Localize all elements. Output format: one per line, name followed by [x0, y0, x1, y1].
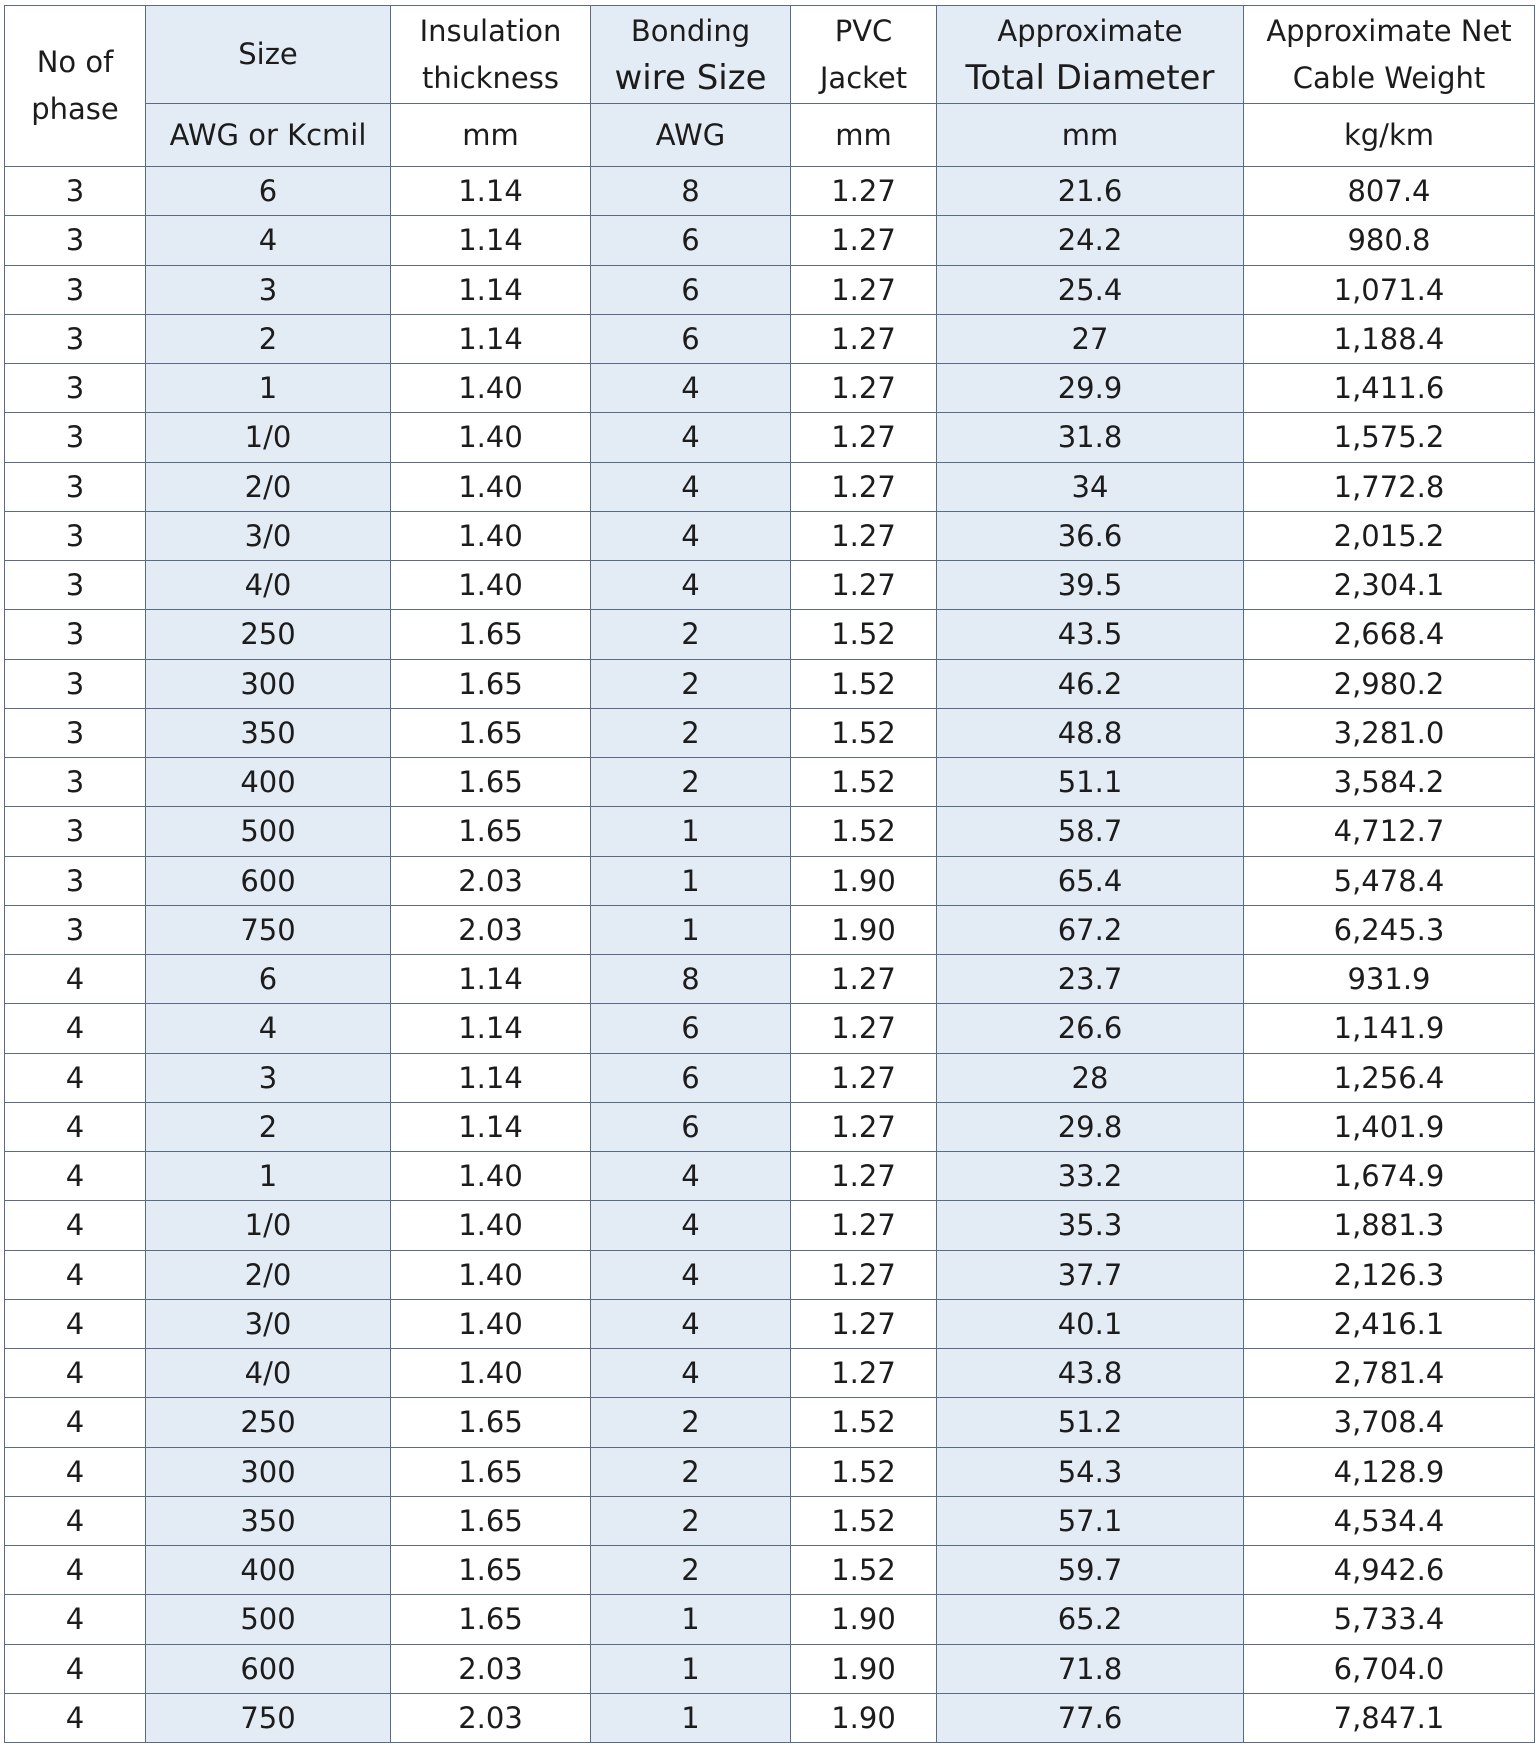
cell-phase: 4 — [5, 1398, 146, 1447]
cell-size: 1/0 — [146, 1201, 391, 1250]
cell-insulation: 1.65 — [391, 1398, 591, 1447]
cell-phase: 3 — [5, 610, 146, 659]
cell-bonding: 1 — [591, 1644, 791, 1693]
table-row — [5, 364, 1535, 413]
cell-insulation: 1.14 — [391, 1053, 591, 1102]
cell-phase: 4 — [5, 1595, 146, 1644]
cell-bonding: 4 — [591, 561, 791, 610]
header-size — [146, 6, 391, 104]
cell-weight: 1,141.9 — [1244, 1004, 1535, 1053]
unit-size: AWG or Kcmil — [146, 104, 391, 167]
cell-insulation: 1.14 — [391, 314, 591, 363]
cell-bonding: 6 — [591, 216, 791, 265]
cell-bonding: 6 — [591, 265, 791, 314]
cell-insulation: 1.65 — [391, 659, 591, 708]
cell-weight: 5,478.4 — [1244, 856, 1535, 905]
cell-phase: 3 — [5, 758, 146, 807]
cell-insulation: 1.14 — [391, 1102, 591, 1151]
cell-bonding: 2 — [591, 708, 791, 757]
cell-phase: 4 — [5, 1644, 146, 1693]
cell-bonding: 2 — [591, 610, 791, 659]
header-diameter-line2: Total Diameter — [965, 57, 1215, 98]
cell-phase: 3 — [5, 364, 146, 413]
header-phase — [5, 6, 146, 167]
cell-size: 500 — [146, 807, 391, 856]
cell-diameter: 48.8 — [937, 708, 1244, 757]
header-row-titles — [5, 6, 1535, 104]
cell-bonding: 1 — [591, 905, 791, 954]
table-row — [5, 265, 1535, 314]
cell-weight: 2,668.4 — [1244, 610, 1535, 659]
cell-phase: 3 — [5, 216, 146, 265]
cell-diameter: 37.7 — [937, 1250, 1244, 1299]
cell-size: 500 — [146, 1595, 391, 1644]
cell-size: 750 — [146, 905, 391, 954]
cell-insulation: 1.14 — [391, 1004, 591, 1053]
cell-diameter: 29.9 — [937, 364, 1244, 413]
cell-pvc: 1.27 — [791, 314, 937, 363]
cell-bonding: 2 — [591, 1447, 791, 1496]
cell-size: 4/0 — [146, 1349, 391, 1398]
cell-diameter: 28 — [937, 1053, 1244, 1102]
cell-phase: 4 — [5, 1546, 146, 1595]
cell-bonding: 2 — [591, 659, 791, 708]
cell-bonding: 1 — [591, 1693, 791, 1742]
table-row — [5, 167, 1535, 216]
cell-insulation: 1.40 — [391, 1250, 591, 1299]
cell-diameter: 67.2 — [937, 905, 1244, 954]
table-row — [5, 1349, 1535, 1398]
cell-pvc: 1.52 — [791, 1496, 937, 1545]
cell-diameter: 25.4 — [937, 265, 1244, 314]
table-row — [5, 511, 1535, 560]
cell-weight: 2,304.1 — [1244, 561, 1535, 610]
cell-weight: 2,980.2 — [1244, 659, 1535, 708]
cell-pvc: 1.27 — [791, 216, 937, 265]
cell-size: 6 — [146, 955, 391, 1004]
cell-weight: 807.4 — [1244, 167, 1535, 216]
cell-bonding: 1 — [591, 807, 791, 856]
header-weight-line1: Approximate Net — [1266, 13, 1512, 48]
cell-phase: 4 — [5, 955, 146, 1004]
cell-weight: 1,881.3 — [1244, 1201, 1535, 1250]
table-body — [5, 167, 1535, 1743]
table-row — [5, 1644, 1535, 1693]
cell-bonding: 4 — [591, 364, 791, 413]
cell-bonding: 4 — [591, 511, 791, 560]
cell-insulation: 1.65 — [391, 1447, 591, 1496]
cell-phase: 3 — [5, 905, 146, 954]
header-phase-line2: phase — [31, 92, 119, 126]
header-phase-line1: No of — [36, 45, 114, 79]
cell-diameter: 24.2 — [937, 216, 1244, 265]
cell-weight: 931.9 — [1244, 955, 1535, 1004]
unit-pvc: mm — [791, 104, 937, 167]
cell-bonding: 6 — [591, 314, 791, 363]
cell-bonding: 8 — [591, 167, 791, 216]
cell-diameter: 21.6 — [937, 167, 1244, 216]
header-bonding — [591, 6, 791, 104]
cell-diameter: 36.6 — [937, 511, 1244, 560]
header-weight — [1244, 6, 1535, 104]
cell-phase: 4 — [5, 1250, 146, 1299]
cell-diameter: 43.5 — [937, 610, 1244, 659]
cell-weight: 4,534.4 — [1244, 1496, 1535, 1545]
cell-pvc: 1.52 — [791, 807, 937, 856]
cell-insulation: 1.65 — [391, 758, 591, 807]
cell-size: 600 — [146, 856, 391, 905]
cell-phase: 4 — [5, 1299, 146, 1348]
cell-bonding: 6 — [591, 1102, 791, 1151]
cell-diameter: 27 — [937, 314, 1244, 363]
table-row — [5, 314, 1535, 363]
cell-insulation: 1.40 — [391, 511, 591, 560]
cell-size: 250 — [146, 610, 391, 659]
cell-insulation: 1.40 — [391, 462, 591, 511]
cell-phase: 4 — [5, 1004, 146, 1053]
cell-insulation: 2.03 — [391, 856, 591, 905]
cell-insulation: 2.03 — [391, 1693, 591, 1742]
cell-pvc: 1.52 — [791, 1546, 937, 1595]
cell-weight: 1,772.8 — [1244, 462, 1535, 511]
cell-phase: 4 — [5, 1349, 146, 1398]
cell-insulation: 1.65 — [391, 1546, 591, 1595]
cell-size: 2/0 — [146, 1250, 391, 1299]
cell-weight: 2,781.4 — [1244, 1349, 1535, 1398]
table-row — [5, 1299, 1535, 1348]
cell-pvc: 1.90 — [791, 1644, 937, 1693]
cell-diameter: 35.3 — [937, 1201, 1244, 1250]
cell-insulation: 1.40 — [391, 1152, 591, 1201]
cell-size: 250 — [146, 1398, 391, 1447]
cell-size: 2 — [146, 1102, 391, 1151]
cell-size: 2/0 — [146, 462, 391, 511]
cell-insulation: 1.40 — [391, 413, 591, 462]
cell-bonding: 8 — [591, 955, 791, 1004]
cell-bonding: 4 — [591, 462, 791, 511]
header-bonding-line1: Bonding — [630, 13, 751, 48]
table-row — [5, 1053, 1535, 1102]
header-diameter-line1: Approximate — [997, 13, 1183, 48]
cell-weight: 7,847.1 — [1244, 1693, 1535, 1742]
cell-pvc: 1.90 — [791, 856, 937, 905]
cell-size: 300 — [146, 1447, 391, 1496]
cell-weight: 1,674.9 — [1244, 1152, 1535, 1201]
cell-size: 3/0 — [146, 1299, 391, 1348]
cell-phase: 4 — [5, 1693, 146, 1742]
unit-diameter: mm — [937, 104, 1244, 167]
cell-bonding: 4 — [591, 413, 791, 462]
cell-bonding: 2 — [591, 1546, 791, 1595]
table-row — [5, 955, 1535, 1004]
cell-weight: 1,411.6 — [1244, 364, 1535, 413]
table-row — [5, 905, 1535, 954]
cell-phase: 3 — [5, 462, 146, 511]
cell-pvc: 1.27 — [791, 955, 937, 1004]
table-row — [5, 1152, 1535, 1201]
cell-bonding: 4 — [591, 1250, 791, 1299]
cell-bonding: 6 — [591, 1053, 791, 1102]
cell-insulation: 1.14 — [391, 955, 591, 1004]
cell-size: 350 — [146, 708, 391, 757]
table-row — [5, 1102, 1535, 1151]
cell-weight: 5,733.4 — [1244, 1595, 1535, 1644]
cell-insulation: 1.14 — [391, 216, 591, 265]
table-row — [5, 561, 1535, 610]
table-row — [5, 807, 1535, 856]
cell-size: 1 — [146, 1152, 391, 1201]
cell-pvc: 1.52 — [791, 708, 937, 757]
cell-weight: 4,712.7 — [1244, 807, 1535, 856]
cell-bonding: 1 — [591, 1595, 791, 1644]
unit-insulation: mm — [391, 104, 591, 167]
cell-bonding: 4 — [591, 1152, 791, 1201]
cell-pvc: 1.27 — [791, 1349, 937, 1398]
cell-size: 3 — [146, 1053, 391, 1102]
cell-bonding: 2 — [591, 758, 791, 807]
cell-weight: 3,584.2 — [1244, 758, 1535, 807]
cell-insulation: 1.14 — [391, 167, 591, 216]
cell-phase: 4 — [5, 1201, 146, 1250]
cell-diameter: 29.8 — [937, 1102, 1244, 1151]
cell-bonding: 4 — [591, 1299, 791, 1348]
cell-bonding: 4 — [591, 1201, 791, 1250]
cell-diameter: 59.7 — [937, 1546, 1244, 1595]
cell-insulation: 1.40 — [391, 1349, 591, 1398]
table-row — [5, 856, 1535, 905]
cell-weight: 4,128.9 — [1244, 1447, 1535, 1496]
table-row — [5, 462, 1535, 511]
cell-pvc: 1.90 — [791, 1693, 937, 1742]
header-pvc — [791, 6, 937, 104]
cell-diameter: 65.2 — [937, 1595, 1244, 1644]
cell-phase: 3 — [5, 708, 146, 757]
cell-diameter: 23.7 — [937, 955, 1244, 1004]
cell-insulation: 1.65 — [391, 1496, 591, 1545]
cable-spec-table — [4, 5, 1535, 1743]
cell-insulation: 1.40 — [391, 364, 591, 413]
table-row — [5, 1546, 1535, 1595]
cell-pvc: 1.52 — [791, 610, 937, 659]
cell-pvc: 1.90 — [791, 905, 937, 954]
cell-diameter: 54.3 — [937, 1447, 1244, 1496]
cell-insulation: 1.65 — [391, 610, 591, 659]
cell-weight: 6,245.3 — [1244, 905, 1535, 954]
cell-bonding: 2 — [591, 1496, 791, 1545]
cell-size: 4/0 — [146, 561, 391, 610]
table-row — [5, 1250, 1535, 1299]
cell-phase: 3 — [5, 314, 146, 363]
cell-phase: 3 — [5, 659, 146, 708]
cell-insulation: 1.40 — [391, 1299, 591, 1348]
table-row — [5, 413, 1535, 462]
cell-phase: 4 — [5, 1053, 146, 1102]
cell-pvc: 1.27 — [791, 462, 937, 511]
cell-pvc: 1.27 — [791, 1053, 937, 1102]
cell-pvc: 1.52 — [791, 1447, 937, 1496]
cell-size: 300 — [146, 659, 391, 708]
cell-pvc: 1.52 — [791, 1398, 937, 1447]
cell-diameter: 51.2 — [937, 1398, 1244, 1447]
cell-size: 6 — [146, 167, 391, 216]
cell-weight: 1,071.4 — [1244, 265, 1535, 314]
cell-phase: 3 — [5, 561, 146, 610]
cell-pvc: 1.90 — [791, 1595, 937, 1644]
cell-pvc: 1.52 — [791, 659, 937, 708]
cell-weight: 2,126.3 — [1244, 1250, 1535, 1299]
cell-weight: 3,281.0 — [1244, 708, 1535, 757]
cell-phase: 3 — [5, 856, 146, 905]
cell-diameter: 43.8 — [937, 1349, 1244, 1398]
cell-size: 400 — [146, 758, 391, 807]
cell-bonding: 1 — [591, 856, 791, 905]
header-insulation-line2: thickness — [422, 60, 559, 95]
cell-insulation: 2.03 — [391, 1644, 591, 1693]
cell-pvc: 1.27 — [791, 1201, 937, 1250]
table-row — [5, 708, 1535, 757]
cell-phase: 4 — [5, 1496, 146, 1545]
table-row — [5, 1447, 1535, 1496]
header-bonding-line2: wire Size — [614, 57, 767, 98]
cell-diameter: 40.1 — [937, 1299, 1244, 1348]
cell-diameter: 34 — [937, 462, 1244, 511]
table-row — [5, 216, 1535, 265]
cell-weight: 980.8 — [1244, 216, 1535, 265]
unit-bonding: AWG — [591, 104, 791, 167]
cell-insulation: 1.65 — [391, 807, 591, 856]
cell-phase: 3 — [5, 413, 146, 462]
cell-weight: 3,708.4 — [1244, 1398, 1535, 1447]
header-weight-line2: Cable Weight — [1292, 60, 1486, 95]
header-size-label: Size — [238, 37, 298, 71]
cell-pvc: 1.27 — [791, 1004, 937, 1053]
cell-size: 3 — [146, 265, 391, 314]
cell-bonding: 6 — [591, 1004, 791, 1053]
cell-diameter: 46.2 — [937, 659, 1244, 708]
cell-pvc: 1.27 — [791, 1102, 937, 1151]
cell-pvc: 1.52 — [791, 758, 937, 807]
cell-phase: 3 — [5, 167, 146, 216]
cell-diameter: 26.6 — [937, 1004, 1244, 1053]
cell-phase: 3 — [5, 511, 146, 560]
cell-size: 600 — [146, 1644, 391, 1693]
cell-size: 1 — [146, 364, 391, 413]
cell-pvc: 1.27 — [791, 511, 937, 560]
cell-diameter: 51.1 — [937, 758, 1244, 807]
cell-pvc: 1.27 — [791, 1152, 937, 1201]
table-row — [5, 1693, 1535, 1742]
table-row — [5, 610, 1535, 659]
unit-weight: kg/km — [1244, 104, 1535, 167]
cell-pvc: 1.27 — [791, 167, 937, 216]
cell-diameter: 31.8 — [937, 413, 1244, 462]
cell-size: 4 — [146, 1004, 391, 1053]
cell-insulation: 1.14 — [391, 265, 591, 314]
cell-diameter: 39.5 — [937, 561, 1244, 610]
cell-pvc: 1.27 — [791, 1250, 937, 1299]
table-row — [5, 1201, 1535, 1250]
cell-size: 400 — [146, 1546, 391, 1595]
cell-insulation: 1.65 — [391, 1595, 591, 1644]
cell-diameter: 33.2 — [937, 1152, 1244, 1201]
cell-phase: 4 — [5, 1102, 146, 1151]
table-row — [5, 758, 1535, 807]
cell-size: 1/0 — [146, 413, 391, 462]
table-row — [5, 1496, 1535, 1545]
cell-pvc: 1.27 — [791, 1299, 937, 1348]
cell-phase: 3 — [5, 265, 146, 314]
cell-pvc: 1.27 — [791, 561, 937, 610]
cell-phase: 3 — [5, 807, 146, 856]
table-row — [5, 1398, 1535, 1447]
cell-weight: 6,704.0 — [1244, 1644, 1535, 1693]
cell-pvc: 1.27 — [791, 364, 937, 413]
cell-weight: 4,942.6 — [1244, 1546, 1535, 1595]
cell-phase: 4 — [5, 1152, 146, 1201]
table-row — [5, 1595, 1535, 1644]
cell-insulation: 1.65 — [391, 708, 591, 757]
cell-bonding: 2 — [591, 1398, 791, 1447]
cell-size: 750 — [146, 1693, 391, 1742]
header-insulation-line1: Insulation — [419, 13, 562, 48]
cell-size: 3/0 — [146, 511, 391, 560]
cell-size: 2 — [146, 314, 391, 363]
cell-diameter: 71.8 — [937, 1644, 1244, 1693]
cell-diameter: 58.7 — [937, 807, 1244, 856]
cell-insulation: 1.40 — [391, 1201, 591, 1250]
cell-insulation: 2.03 — [391, 905, 591, 954]
cell-weight: 2,416.1 — [1244, 1299, 1535, 1348]
cell-weight: 1,256.4 — [1244, 1053, 1535, 1102]
cell-diameter: 77.6 — [937, 1693, 1244, 1742]
cell-size: 350 — [146, 1496, 391, 1545]
cell-diameter: 65.4 — [937, 856, 1244, 905]
cell-pvc: 1.27 — [791, 413, 937, 462]
header-diameter — [937, 6, 1244, 104]
table-row — [5, 659, 1535, 708]
cell-size: 4 — [146, 216, 391, 265]
table-row — [5, 1004, 1535, 1053]
cell-insulation: 1.40 — [391, 561, 591, 610]
cell-bonding: 4 — [591, 1349, 791, 1398]
header-pvc-line2: Jacket — [819, 60, 908, 95]
cell-diameter: 57.1 — [937, 1496, 1244, 1545]
header-pvc-line1: PVC — [834, 13, 893, 48]
cell-weight: 1,575.2 — [1244, 413, 1535, 462]
header-insulation — [391, 6, 591, 104]
header-row-units — [5, 104, 1535, 167]
table-header — [5, 6, 1535, 167]
cell-phase: 4 — [5, 1447, 146, 1496]
cell-weight: 1,188.4 — [1244, 314, 1535, 363]
cell-pvc: 1.27 — [791, 265, 937, 314]
cell-weight: 2,015.2 — [1244, 511, 1535, 560]
cell-weight: 1,401.9 — [1244, 1102, 1535, 1151]
